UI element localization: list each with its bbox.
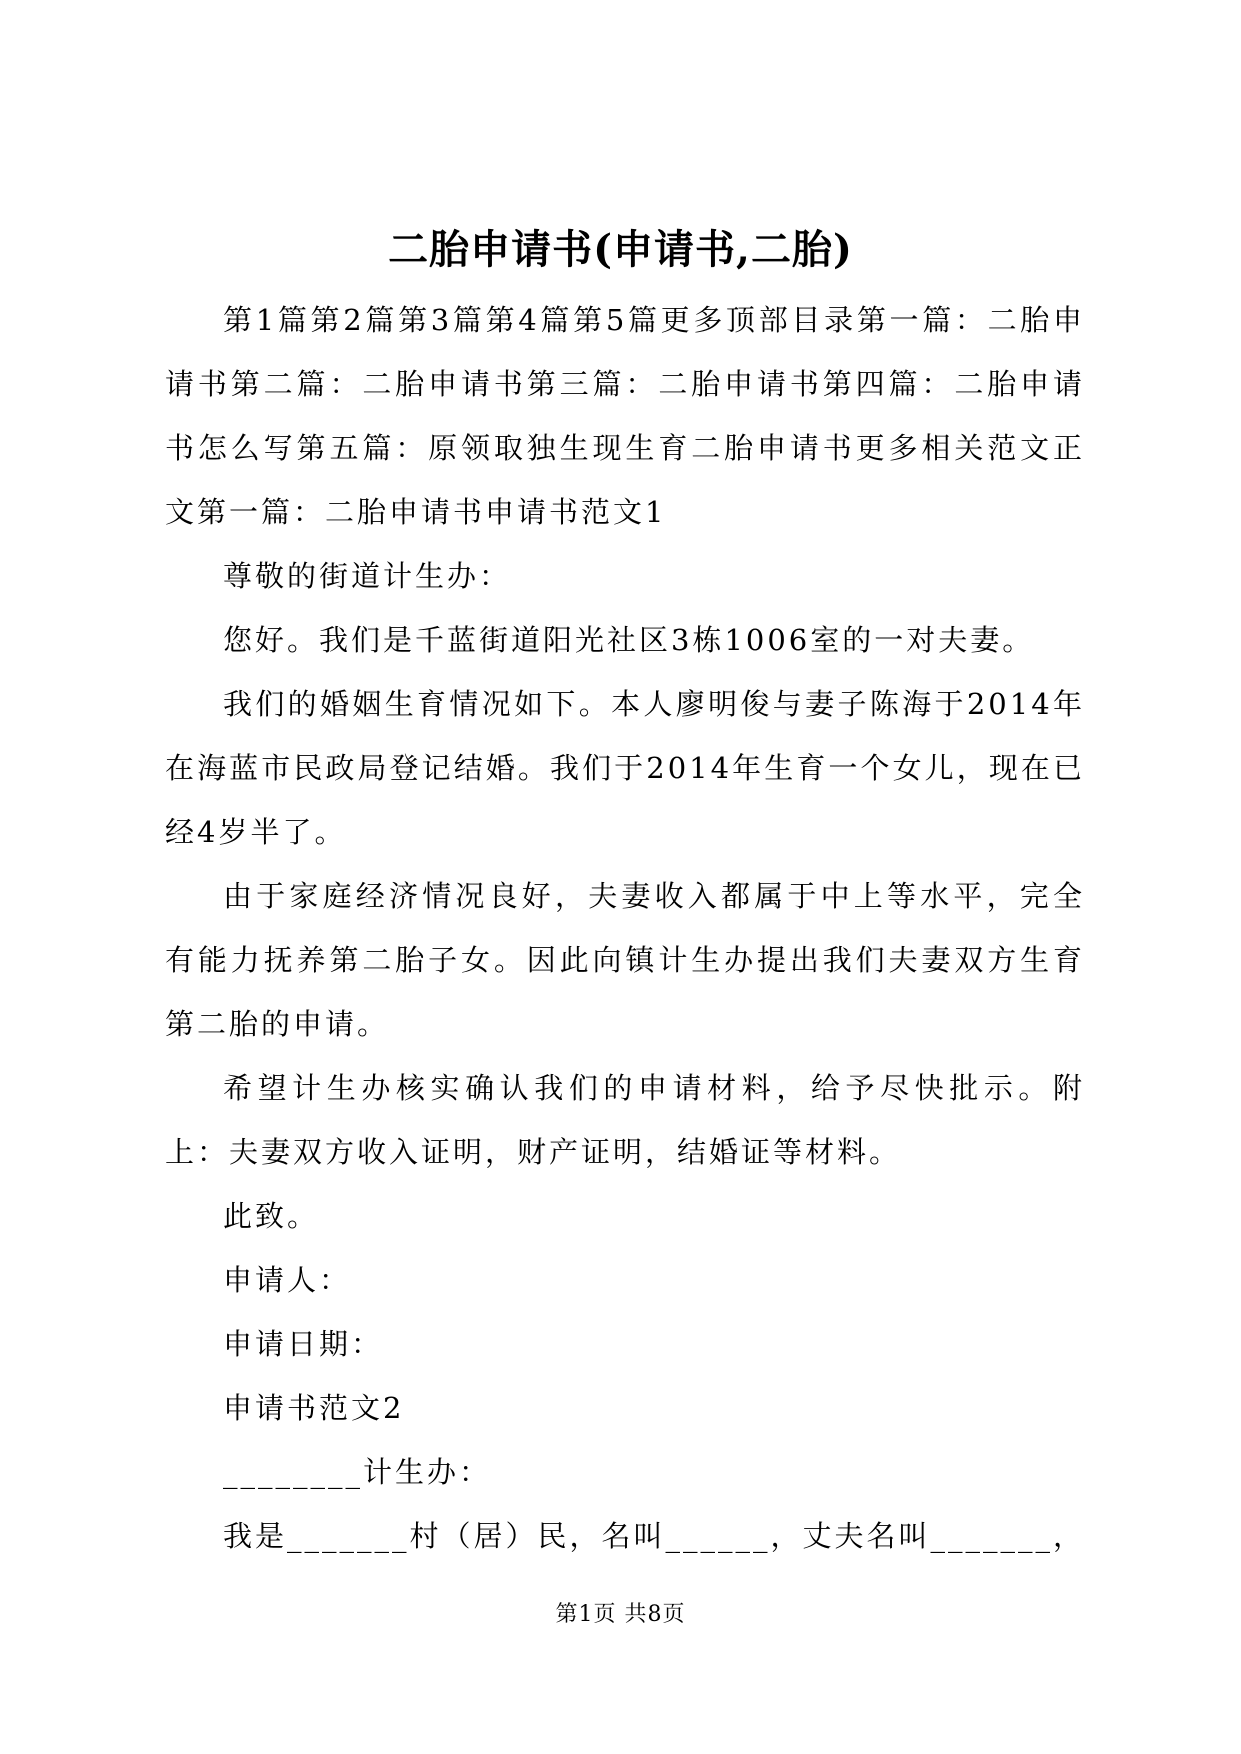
paragraph-application-date: 申请日期： bbox=[223, 1327, 384, 1361]
page-number-footer: 第1页 共8页 bbox=[555, 1602, 686, 1627]
paragraph-reason: 由于家庭经济情况良好，夫妻收入都属于中上等水平，完全有能力抚养第二胎子女。因此向镇计生办提出我们夫妻双方生育第二胎的申请。 bbox=[165, 879, 1085, 1041]
paragraph-greeting: 您好。我们是千蓝街道阳光社区3栋1006室的一对夫妻。 bbox=[223, 623, 1035, 657]
paragraph-marriage-info: 我们的婚姻生育情况如下。本人廖明俊与妻子陈海于2014年在海蓝市民政局登记结婚。我们于2014年生育一个女儿，现在已经4岁半了。 bbox=[165, 687, 1085, 849]
paragraph-table-of-contents: 第1篇第2篇第3篇第4篇第5篇更多顶部目录第一篇：二胎申请书第二篇：二胎申请书第三篇：二胎申请书第四篇：二胎申请书怎么写第五篇：原领取独生现生育二胎申请书更多相关范文正文第一篇：二胎申请书申请书范文1 bbox=[165, 303, 1085, 529]
paragraph-addressee-blank: ________计生办： bbox=[223, 1455, 492, 1489]
document-body bbox=[165, 288, 1085, 1568]
paragraph-request: 希望计生办核实确认我们的申请材料，给予尽快批示。附上：夫妻双方收入证明，财产证明，结婚证等材料。 bbox=[165, 1071, 1085, 1169]
document-title: 二胎申请书(申请书,二胎) bbox=[388, 226, 853, 273]
paragraph-applicant: 申请人： bbox=[223, 1263, 352, 1297]
paragraph-sample-heading: 申请书范文2 bbox=[223, 1391, 405, 1425]
paragraph-salutation: 尊敬的街道计生办： bbox=[223, 559, 512, 593]
paragraph-fill-in-blank: 我是_______村（居）民，名叫______，丈夫名叫_______， bbox=[223, 1519, 1086, 1553]
paragraph-closing: 此致。 bbox=[223, 1199, 320, 1233]
